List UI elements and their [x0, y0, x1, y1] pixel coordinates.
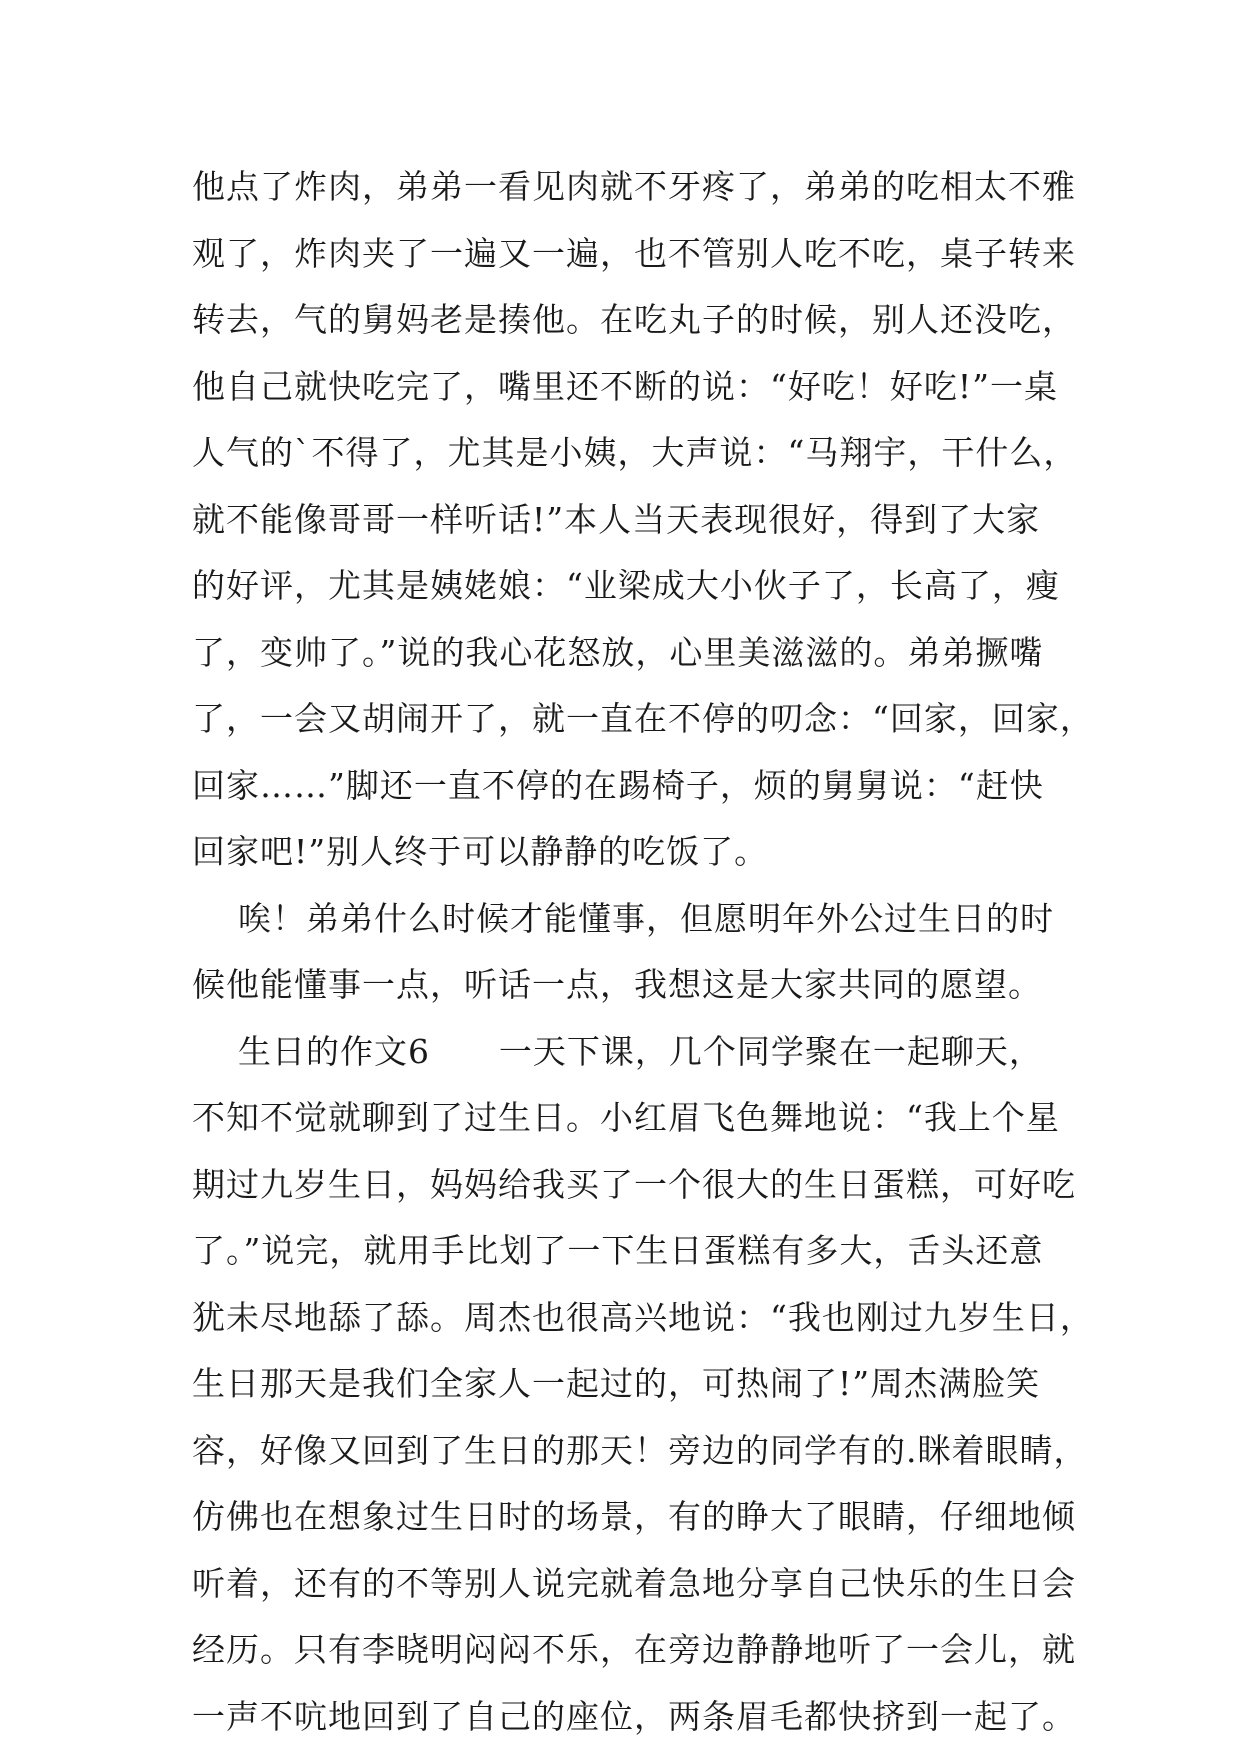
text-line: 转去，气的舅妈老是揍他。在吃丸子的时候，别人还没吃， [192, 300, 1076, 339]
text-line: 生日那天是我们全家人一起过的，可热闹了!”周杰满脸笑 [192, 1364, 1041, 1403]
text-line: 唉！弟弟什么时候才能懂事，但愿明年外公过生日的时 [192, 898, 1054, 938]
text-line: 候他能懂事一点，听话一点，我想这是大家共同的愿望。 [192, 965, 1042, 1004]
text-line: 了，变帅了。”说的我心花怒放，心里美滋滋的。弟弟撅嘴 [192, 632, 1044, 672]
text-line: 观了，炸肉夹了一遍又一遍，也不管别人吃不吃，桌子转来 [192, 233, 1076, 273]
text-line: 容，好像又回到了生日的那天！旁边的同学有的.眯着眼睛， [192, 1430, 1088, 1470]
text-line: 听着，还有的不等别人说完就着急地分享自己快乐的生日会 [192, 1563, 1076, 1603]
text-line: 经历。只有李晓明闷闷不乐，在旁边静静地听了一会儿，就 [192, 1630, 1076, 1669]
text-line: 犹未尽地舔了舔。周杰也很高兴地说：“我也刚过九岁生日， [192, 1297, 1094, 1337]
text-line: 期过九岁生日，妈妈给我买了一个很大的生日蛋糕，可好吃 [192, 1164, 1076, 1204]
text-line: 不知不觉就聊到了过生日。小红眉飞色舞地说：“我上个星 [192, 1098, 1060, 1137]
text-line: 一声不吭地回到了自己的座位，两条眉毛都快挤到一起了。 [192, 1696, 1076, 1736]
essay-body [192, 154, 1094, 1750]
text-line: 就不能像哥哥一样听话!”本人当天表现很好，得到了大家 [192, 499, 1041, 539]
text-line: 了。”说完，就用手比划了一下生日蛋糕有多大，舌头还意 [192, 1231, 1044, 1270]
text-line: 仿佛也在想象过生日时的场景，有的睁大了眼睛，仔细地倾 [192, 1497, 1076, 1536]
text-line: 他点了炸肉，弟弟一看见肉就不牙疼了，弟弟的吃相太不雅 [192, 167, 1076, 206]
text-line: 了，一会又胡闹开了，就一直在不停的叨念：“回家，回家， [192, 699, 1094, 738]
text-line: 回家吧!”别人终于可以静静的吃饭了。 [192, 832, 769, 871]
text-line: 的好评，尤其是姨姥娘：“业梁成大小伙子了，长高了，瘦 [192, 566, 1060, 605]
text-line: 回家……”脚还一直不停的在踢椅子，烦的舅舅说：“赶快 [192, 765, 1044, 805]
text-line: 生日的作文6 一天下课，几个同学聚在一起聊天， [192, 1031, 1043, 1071]
text-line: 他自己就快吃完了，嘴里还不断的说：“好吃！好吃!”一桌 [192, 366, 1059, 406]
text-line: 人气的`不得了，尤其是小姨，大声说：“马翔宇，干什么， [192, 433, 1078, 472]
